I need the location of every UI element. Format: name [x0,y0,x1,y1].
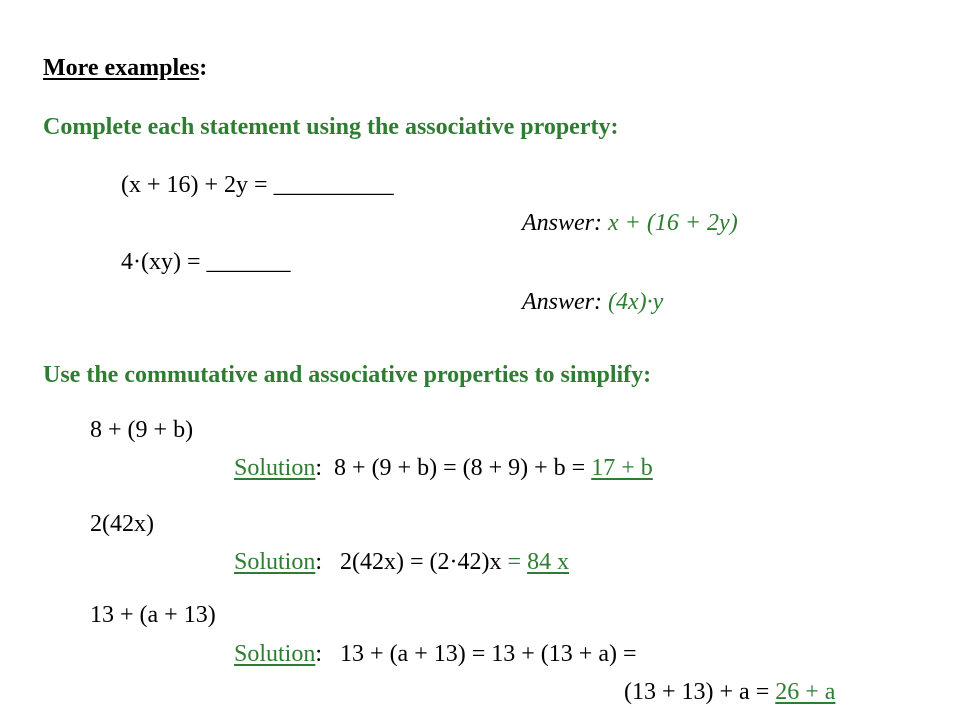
section1-title: Complete each statement using the associative property: [43,114,619,140]
solution-colon: : [315,641,323,667]
solution-result: 26 + a [775,679,836,705]
section2-problem-2: 2(42x) [90,511,154,537]
section2-solution-1 [234,456,653,480]
solution-equals: = [507,549,528,575]
solution-colon: : [315,455,323,481]
heading-colon: : [199,55,208,81]
section2-solution-3 [234,642,637,666]
section2-problem-1: 8 + (9 + b) [90,417,194,443]
solution-work-line2: (13 + 13) + a = [624,679,776,705]
solution-work-line1: 13 + (a + 13) = 13 + (13 + a) = [340,641,637,667]
section2-problem-3: 13 + (a + 13) [90,602,216,628]
solution-label: Solution [234,641,316,667]
answer-label: Answer: [522,210,602,236]
section1-prompt-1: (x + 16) + 2y = __________ [121,172,394,198]
section2-solution-3-line2 [624,680,835,704]
solution-work: 8 + (9 + b) = (8 + 9) + b = [334,455,592,481]
solution-result: 84 x [527,549,570,575]
section2-title: Use the commutative and associative properties to simplify: [43,362,652,388]
solution-colon: : [315,549,323,575]
section1-prompt-2: 4·(xy) = _______ [121,249,291,275]
section1-answer-2 [522,290,663,314]
answer-value: (4x)·y [608,289,664,315]
solution-label: Solution [234,455,316,481]
section2-solution-2 [234,550,569,574]
page-heading [43,56,207,80]
answer-value: x + (16 + 2y) [608,210,738,236]
section1-answer-1 [522,211,738,235]
solution-label: Solution [234,549,316,575]
solution-work: 2(42x) = (2·42)x [340,549,508,575]
solution-result: 17 + b [591,455,653,481]
answer-label: Answer: [522,289,602,315]
heading-label: More examples [43,55,200,81]
